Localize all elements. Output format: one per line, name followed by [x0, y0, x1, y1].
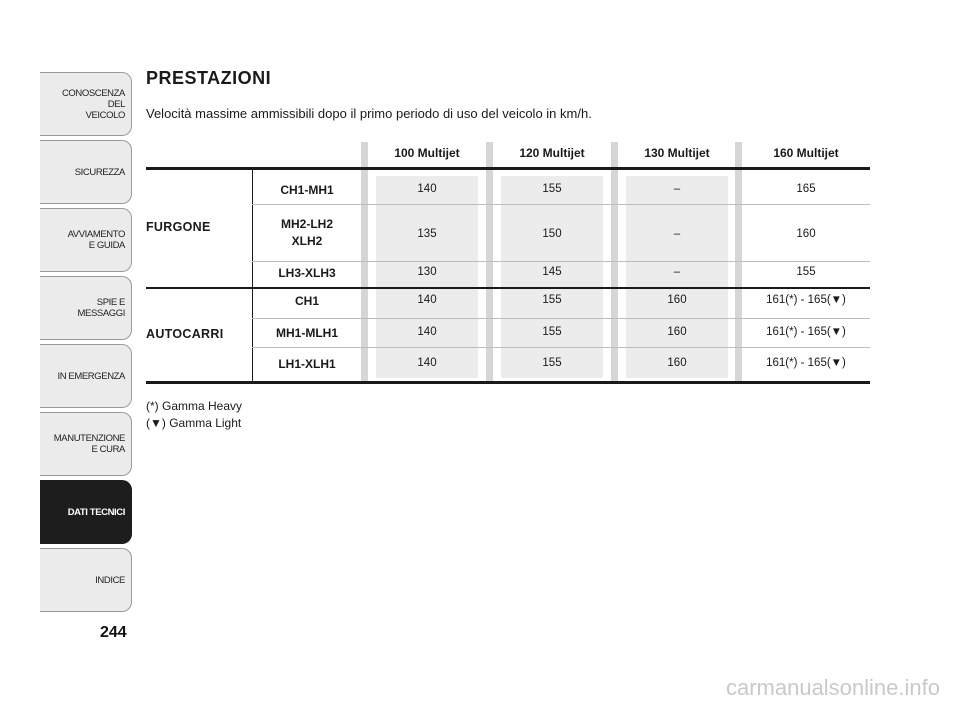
- tab-manutenzione-e-cura[interactable]: MANUTENZIONE E CURA: [40, 412, 132, 476]
- model-lh1-xlh1: LH1-XLH1: [278, 357, 336, 371]
- page-subtitle: Velocità massime ammissibili dopo il primo periodo di uso del veicolo in km/h.: [146, 106, 592, 121]
- value-cell: 165: [796, 183, 816, 195]
- group-label-furgone: FURGONE: [146, 220, 211, 234]
- footnote-light: (▼) Gamma Light: [146, 416, 242, 430]
- tab-sicurezza[interactable]: SICUREZZA: [40, 140, 132, 204]
- column-divider: [486, 142, 493, 382]
- model-lh3-xlh3: LH3-XLH3: [278, 266, 336, 280]
- value-cell: 155: [542, 326, 562, 338]
- table-bottom-rule: [146, 381, 870, 384]
- tab-dati-tecnici[interactable]: DATI TECNICI: [40, 480, 132, 544]
- value-cell: 155: [796, 266, 816, 278]
- value-cell: 160: [796, 228, 816, 240]
- group-separator: [252, 170, 253, 287]
- page-number: 244: [100, 624, 127, 641]
- row-divider: [252, 318, 870, 319]
- value-cell: 140: [417, 326, 437, 338]
- row-divider: [252, 261, 870, 262]
- column-divider: [611, 142, 618, 382]
- group-label-autocarri: AUTOCARRI: [146, 327, 224, 341]
- table-top-rule: [146, 167, 870, 170]
- value-cell: 161(*) - 165(▼): [766, 294, 846, 306]
- value-cell: 145: [542, 266, 562, 278]
- tab-indice[interactable]: INDICE: [40, 548, 132, 612]
- group-divider-rule: [146, 287, 870, 289]
- value-cell: –: [673, 183, 681, 195]
- value-cell: –: [673, 228, 681, 240]
- footnotes: [146, 398, 242, 432]
- value-cell: 160: [667, 294, 687, 306]
- value-cell: 140: [417, 183, 437, 195]
- value-cell: 160: [667, 326, 687, 338]
- value-cell: 140: [417, 294, 437, 306]
- tab-conoscenza-del-veicolo[interactable]: CONOSCENZA DEL VEICOLO: [40, 72, 132, 136]
- value-cell: 135: [417, 228, 437, 240]
- value-cell: 155: [542, 183, 562, 195]
- page-title: PRESTAZIONI: [146, 68, 272, 88]
- column-divider: [361, 142, 368, 382]
- model-ch1-mh1: CH1-MH1: [280, 183, 334, 197]
- value-cell: 161(*) - 165(▼): [766, 326, 846, 338]
- group-separator: [252, 288, 253, 381]
- row-divider: [252, 204, 870, 205]
- tab-avviamento-e-guida[interactable]: AVVIAMENTO E GUIDA: [40, 208, 132, 272]
- value-cell: 150: [542, 228, 562, 240]
- footnote-heavy: (*) Gamma Heavy: [146, 399, 243, 413]
- header-160-multijet: 160 Multijet: [773, 146, 839, 160]
- value-cell: 155: [542, 357, 562, 369]
- watermark: carmanualsonline.info: [725, 675, 940, 700]
- value-cell: 130: [417, 266, 437, 278]
- value-cell: –: [673, 266, 681, 278]
- header-130-multijet: 130 Multijet: [644, 146, 710, 160]
- tab-spie-e-messaggi[interactable]: SPIE E MESSAGGI: [40, 276, 132, 340]
- tab-in-emergenza[interactable]: IN EMERGENZA: [40, 344, 132, 408]
- value-cell: 161(*) - 165(▼): [766, 357, 846, 369]
- value-cell: 155: [542, 294, 562, 306]
- value-cell: 160: [667, 357, 687, 369]
- row-divider: [252, 347, 870, 348]
- header-100-multijet: 100 Multijet: [394, 146, 460, 160]
- value-cell: 140: [417, 357, 437, 369]
- model-mh2-lh2-xlh2: MH2-LH2 XLH2: [280, 217, 333, 248]
- model-mh1-mlh1: MH1-MLH1: [276, 326, 338, 340]
- column-divider: [735, 142, 742, 382]
- model-ch1: CH1: [294, 294, 319, 308]
- performance-table: [146, 142, 870, 386]
- header-120-multijet: 120 Multijet: [519, 146, 585, 160]
